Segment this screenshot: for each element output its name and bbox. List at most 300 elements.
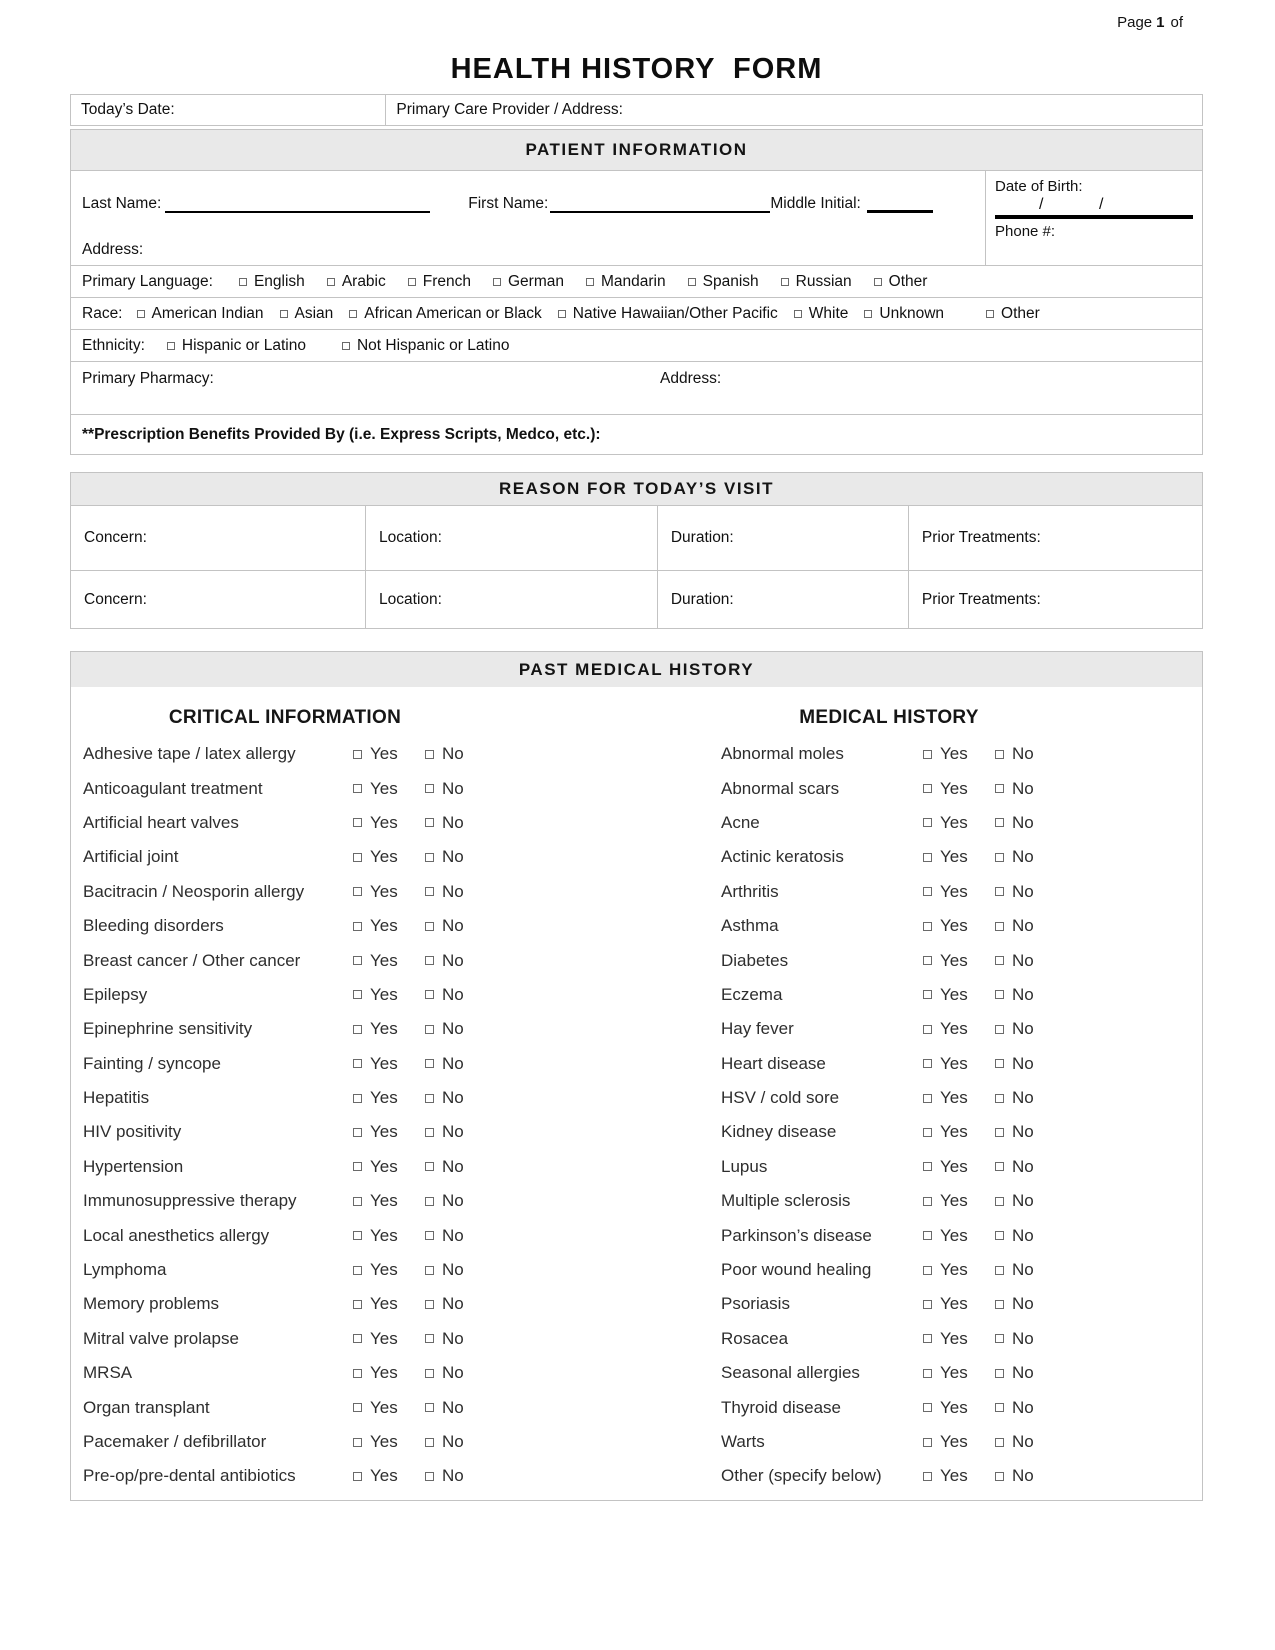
yes-checkbox-option[interactable]	[353, 1363, 425, 1383]
no-checkbox-option[interactable]	[425, 1363, 487, 1383]
no-checkbox-option[interactable]	[425, 1329, 487, 1349]
yes-label: Yes	[370, 1088, 398, 1108]
checkbox-option[interactable]	[688, 273, 759, 291]
yes-checkbox-option[interactable]	[923, 847, 995, 867]
concern-field[interactable]: Concern:	[84, 590, 147, 608]
yes-checkbox-option[interactable]	[353, 1260, 425, 1280]
date-provider-row	[70, 94, 1203, 126]
checkbox-icon[interactable]	[327, 278, 335, 286]
checkbox-icon[interactable]	[923, 1369, 932, 1378]
no-checkbox-option[interactable]	[995, 985, 1057, 1005]
no-checkbox-option[interactable]	[995, 744, 1057, 764]
yes-checkbox-option[interactable]	[353, 1329, 425, 1349]
checkbox-icon[interactable]	[425, 1300, 434, 1309]
checkbox-icon[interactable]	[353, 956, 362, 965]
checkbox-icon[interactable]	[923, 1162, 932, 1171]
checkbox-option[interactable]	[864, 305, 944, 323]
yes-checkbox-option[interactable]	[923, 1122, 995, 1142]
no-checkbox-option[interactable]	[995, 813, 1057, 833]
past-medical-history-header: PAST MEDICAL HISTORY	[71, 652, 1202, 687]
checkbox-icon[interactable]	[425, 784, 434, 793]
no-checkbox-option[interactable]	[425, 951, 487, 971]
history-item-row	[83, 1115, 487, 1149]
yes-label: Yes	[940, 847, 968, 867]
phone-field[interactable]: Phone #:	[995, 223, 1056, 240]
yes-checkbox-option[interactable]	[353, 779, 425, 799]
no-checkbox-option[interactable]	[425, 744, 487, 764]
checkbox-icon[interactable]	[425, 1059, 434, 1068]
history-item-row	[721, 1150, 1057, 1184]
yes-checkbox-option[interactable]	[353, 1191, 425, 1211]
checkbox-icon[interactable]	[995, 1197, 1004, 1206]
history-item-label: Pacemaker / defibrillator	[83, 1432, 267, 1451]
visit-row-2	[71, 570, 1202, 628]
no-label: No	[442, 1019, 464, 1039]
checkbox-icon[interactable]	[923, 922, 932, 931]
checkbox-icon[interactable]	[923, 1403, 932, 1412]
no-checkbox-option[interactable]	[995, 1122, 1057, 1142]
no-checkbox-option[interactable]	[425, 1398, 487, 1418]
yes-checkbox-option[interactable]	[923, 1294, 995, 1314]
yes-checkbox-option[interactable]	[923, 1226, 995, 1246]
checkbox-icon[interactable]	[995, 1094, 1004, 1103]
yes-label: Yes	[370, 916, 398, 936]
duration-field[interactable]: Duration:	[657, 571, 908, 628]
checkbox-option[interactable]	[493, 273, 564, 291]
checkbox-icon[interactable]	[995, 990, 1004, 999]
history-item-label: Organ transplant	[83, 1397, 210, 1417]
no-checkbox-option[interactable]	[425, 1432, 487, 1452]
no-checkbox-option[interactable]	[995, 1157, 1057, 1177]
checkbox-option[interactable]	[239, 273, 305, 291]
checkbox-icon[interactable]	[349, 310, 357, 318]
checkbox-icon[interactable]	[353, 1197, 362, 1206]
checkbox-icon[interactable]	[353, 990, 362, 999]
no-checkbox-option[interactable]	[425, 1054, 487, 1074]
checkbox-icon[interactable]	[425, 1369, 434, 1378]
checkbox-icon[interactable]	[425, 1438, 434, 1447]
no-checkbox-option[interactable]	[425, 779, 487, 799]
visit-row-1	[71, 505, 1202, 570]
checkbox-icon[interactable]	[923, 1300, 932, 1309]
checkbox-icon[interactable]	[353, 1231, 362, 1240]
yes-checkbox-option[interactable]	[353, 1088, 425, 1108]
yes-checkbox-option[interactable]	[353, 1054, 425, 1074]
no-label: No	[442, 1156, 464, 1176]
no-checkbox-option[interactable]	[425, 1157, 487, 1177]
no-checkbox-option[interactable]	[995, 1466, 1057, 1486]
checkbox-option[interactable]	[349, 305, 541, 323]
checkbox-option-label: Hispanic or Latino	[181, 336, 306, 354]
checkbox-option-label: Russian	[795, 272, 852, 290]
checkbox-icon[interactable]	[353, 1472, 362, 1481]
checkbox-icon[interactable]	[995, 922, 1004, 931]
checkbox-icon[interactable]	[239, 278, 247, 286]
no-checkbox-option[interactable]	[425, 916, 487, 936]
no-label: No	[1012, 1397, 1034, 1417]
checkbox-icon[interactable]	[353, 750, 362, 759]
no-checkbox-option[interactable]	[425, 1191, 487, 1211]
medical-history-title: MEDICAL HISTORY	[799, 707, 979, 728]
no-label: No	[442, 916, 464, 936]
yes-checkbox-option[interactable]	[353, 813, 425, 833]
no-label: No	[442, 778, 464, 798]
duration-field[interactable]: Duration:	[657, 506, 908, 570]
yes-checkbox-option[interactable]	[923, 813, 995, 833]
yes-checkbox-option[interactable]	[923, 985, 995, 1005]
yes-checkbox-option[interactable]	[353, 985, 425, 1005]
checkbox-icon[interactable]	[923, 1094, 932, 1103]
no-checkbox-option[interactable]	[995, 1432, 1057, 1452]
checkbox-icon[interactable]	[995, 1403, 1004, 1412]
prior-treatments-field[interactable]: Prior Treatments:	[908, 506, 1202, 570]
middle-initial-input[interactable]	[867, 198, 933, 213]
checkbox-icon[interactable]	[781, 278, 789, 286]
yes-checkbox-option[interactable]	[923, 1432, 995, 1452]
checkbox-icon[interactable]	[923, 1197, 932, 1206]
checkbox-option-label: American Indian	[151, 304, 264, 322]
yes-label: Yes	[370, 847, 398, 867]
checkbox-icon[interactable]	[353, 1300, 362, 1309]
checkbox-icon[interactable]	[137, 310, 145, 318]
history-item-label: Kidney disease	[721, 1122, 837, 1142]
last-name-input[interactable]	[165, 198, 430, 213]
checkbox-icon[interactable]	[425, 990, 434, 999]
checkbox-icon[interactable]	[995, 1369, 1004, 1378]
first-name-input[interactable]	[550, 198, 770, 213]
no-label: No	[1012, 916, 1034, 936]
checkbox-icon[interactable]	[353, 1059, 362, 1068]
name-line	[82, 195, 975, 213]
yes-checkbox-option[interactable]	[353, 951, 425, 971]
checkbox-icon[interactable]	[923, 853, 932, 862]
history-item-label: Poor wound healing	[721, 1260, 872, 1280]
yes-checkbox-option[interactable]	[923, 1466, 995, 1486]
history-item-row	[721, 909, 1057, 943]
no-checkbox-option[interactable]	[995, 1363, 1057, 1383]
history-item-row	[721, 1287, 1057, 1321]
no-label: No	[442, 847, 464, 867]
no-checkbox-option[interactable]	[995, 882, 1057, 902]
address-label[interactable]: Address:	[82, 241, 144, 258]
history-item-row	[721, 840, 1057, 874]
todays-date-field[interactable]: Today’s Date:	[81, 101, 175, 118]
patient-information-header: PATIENT INFORMATION	[71, 130, 1202, 170]
checkbox-option[interactable]	[794, 305, 849, 323]
yes-checkbox-option[interactable]	[923, 744, 995, 764]
checkbox-icon[interactable]	[923, 990, 932, 999]
checkbox-icon[interactable]	[995, 887, 1004, 896]
medical-history-items	[721, 737, 1057, 1494]
checkbox-icon[interactable]	[425, 1231, 434, 1240]
checkbox-icon[interactable]	[995, 1231, 1004, 1240]
checkbox-icon[interactable]	[995, 1472, 1004, 1481]
primary-pharmacy-field[interactable]: Primary Pharmacy:	[82, 370, 214, 387]
history-item-row	[721, 1253, 1057, 1287]
yes-checkbox-option[interactable]	[353, 882, 425, 902]
history-item-label: HSV / cold sore	[721, 1088, 840, 1108]
checkbox-icon[interactable]	[923, 887, 932, 896]
yes-checkbox-option[interactable]	[923, 1019, 995, 1039]
checkbox-icon[interactable]	[688, 278, 696, 286]
checkbox-icon[interactable]	[425, 853, 434, 862]
checkbox-icon[interactable]	[425, 1403, 434, 1412]
yes-checkbox-option[interactable]	[353, 1432, 425, 1452]
no-checkbox-option[interactable]	[995, 779, 1057, 799]
no-label: No	[1012, 1088, 1034, 1108]
no-label: No	[442, 950, 464, 970]
no-checkbox-option[interactable]	[995, 1054, 1057, 1074]
checkbox-icon[interactable]	[923, 1472, 932, 1481]
checkbox-icon[interactable]	[923, 1128, 932, 1137]
checkbox-icon[interactable]	[995, 1334, 1004, 1343]
page-number-value: 1	[1156, 14, 1165, 31]
no-checkbox-option[interactable]	[995, 1294, 1057, 1314]
checkbox-option[interactable]	[874, 273, 928, 291]
yes-label: Yes	[940, 812, 968, 832]
history-item-row	[83, 1081, 487, 1115]
checkbox-icon[interactable]	[995, 1300, 1004, 1309]
checkbox-icon[interactable]	[353, 887, 362, 896]
yes-checkbox-option[interactable]	[923, 882, 995, 902]
yes-checkbox-option[interactable]	[353, 1122, 425, 1142]
checkbox-icon[interactable]	[353, 1266, 362, 1275]
checkbox-icon[interactable]	[353, 1334, 362, 1343]
yes-checkbox-option[interactable]	[353, 1466, 425, 1486]
history-item-row	[83, 1390, 487, 1424]
checkbox-icon[interactable]	[995, 1266, 1004, 1275]
checkbox-icon[interactable]	[425, 750, 434, 759]
checkbox-icon[interactable]	[794, 310, 802, 318]
checkbox-icon[interactable]	[923, 750, 932, 759]
no-checkbox-option[interactable]	[995, 1019, 1057, 1039]
yes-checkbox-option[interactable]	[353, 1398, 425, 1418]
ethnicity-options	[167, 337, 546, 355]
checkbox-icon[interactable]	[353, 1094, 362, 1103]
checkbox-icon[interactable]	[995, 956, 1004, 965]
yes-checkbox-option[interactable]	[923, 1157, 995, 1177]
checkbox-icon[interactable]	[408, 278, 416, 286]
checkbox-icon[interactable]	[558, 310, 566, 318]
yes-checkbox-option[interactable]	[353, 1294, 425, 1314]
checkbox-icon[interactable]	[425, 1025, 434, 1034]
checkbox-icon[interactable]	[923, 1266, 932, 1275]
pharmacy-address-field[interactable]: Address:	[660, 370, 722, 387]
no-checkbox-option[interactable]	[995, 1191, 1057, 1211]
checkbox-icon[interactable]	[425, 1162, 434, 1171]
history-item-label: Hepatitis	[83, 1088, 150, 1108]
no-label: No	[442, 1397, 464, 1417]
checkbox-icon[interactable]	[995, 853, 1004, 862]
checkbox-icon[interactable]	[167, 342, 175, 350]
history-item-label: Immunosuppressive therapy	[83, 1191, 297, 1211]
history-item-label: Acne	[721, 812, 760, 832]
checkbox-icon[interactable]	[425, 1197, 434, 1206]
checkbox-option[interactable]	[342, 337, 510, 355]
past-medical-history-section	[70, 651, 1203, 1501]
yes-checkbox-option[interactable]	[923, 1398, 995, 1418]
checkbox-icon[interactable]	[425, 1266, 434, 1275]
history-item-label: Warts	[721, 1432, 765, 1451]
checkbox-icon[interactable]	[923, 1438, 932, 1447]
history-item-label: Parkinson’s disease	[721, 1225, 872, 1245]
checkbox-icon[interactable]	[923, 1025, 932, 1034]
no-label: No	[442, 881, 464, 901]
checkbox-icon[interactable]	[353, 853, 362, 862]
checkbox-icon[interactable]	[353, 1438, 362, 1447]
yes-checkbox-option[interactable]	[923, 1260, 995, 1280]
history-item-row	[721, 806, 1057, 840]
race-row	[71, 297, 1202, 329]
checkbox-option[interactable]	[137, 305, 264, 323]
dob-input[interactable]	[995, 195, 1193, 219]
yes-checkbox-option[interactable]	[353, 1157, 425, 1177]
checkbox-icon[interactable]	[995, 784, 1004, 793]
checkbox-icon[interactable]	[995, 750, 1004, 759]
name-dob-row	[71, 170, 1202, 265]
checkbox-icon[interactable]	[995, 1162, 1004, 1171]
prescription-benefits-row[interactable]: **Prescription Benefits Provided By (i.e. Express Scripts, Medco, etc.):	[71, 414, 1202, 454]
yes-checkbox-option[interactable]	[923, 916, 995, 936]
no-checkbox-option[interactable]	[425, 1466, 487, 1486]
yes-label: Yes	[940, 950, 968, 970]
prior-treatments-field[interactable]: Prior Treatments:	[908, 571, 1202, 628]
no-checkbox-option[interactable]	[425, 1294, 487, 1314]
checkbox-option[interactable]	[558, 305, 778, 323]
no-checkbox-option[interactable]	[425, 1019, 487, 1039]
yes-checkbox-option[interactable]	[353, 1226, 425, 1246]
dob-label: Date of Birth:	[995, 178, 1083, 195]
no-checkbox-option[interactable]	[995, 1260, 1057, 1280]
no-checkbox-option[interactable]	[425, 847, 487, 867]
yes-checkbox-option[interactable]	[923, 1329, 995, 1349]
checkbox-icon[interactable]	[425, 922, 434, 931]
concern-field[interactable]: Concern:	[84, 529, 147, 546]
yes-label: Yes	[940, 778, 968, 798]
checkbox-icon[interactable]	[353, 1162, 362, 1171]
checkbox-icon[interactable]	[353, 818, 362, 827]
checkbox-option[interactable]	[781, 273, 852, 291]
no-checkbox-option[interactable]	[425, 1088, 487, 1108]
checkbox-icon[interactable]	[923, 1059, 932, 1068]
checkbox-icon[interactable]	[342, 342, 350, 350]
checkbox-icon[interactable]	[995, 1128, 1004, 1137]
yes-checkbox-option[interactable]	[353, 916, 425, 936]
checkbox-icon[interactable]	[995, 818, 1004, 827]
yes-checkbox-option[interactable]	[923, 1191, 995, 1211]
reason-for-visit-header: REASON FOR TODAY’S VISIT	[71, 473, 1202, 505]
yes-label: Yes	[940, 1053, 968, 1073]
checkbox-option[interactable]	[986, 305, 1040, 323]
history-item-label: Abnormal moles	[721, 744, 844, 764]
checkbox-icon[interactable]	[353, 922, 362, 931]
checkbox-icon[interactable]	[923, 818, 932, 827]
checkbox-icon[interactable]	[493, 278, 501, 286]
yes-checkbox-option[interactable]	[353, 744, 425, 764]
yes-checkbox-option[interactable]	[923, 1088, 995, 1108]
history-item-row	[83, 771, 487, 805]
checkbox-icon[interactable]	[995, 1059, 1004, 1068]
no-checkbox-option[interactable]	[425, 1226, 487, 1246]
no-checkbox-option[interactable]	[995, 1088, 1057, 1108]
checkbox-icon[interactable]	[874, 278, 882, 286]
history-item-label: Mitral valve prolapse	[83, 1328, 239, 1348]
history-item-label: Artificial joint	[83, 847, 179, 867]
checkbox-option[interactable]	[586, 273, 666, 291]
checkbox-option[interactable]	[167, 337, 306, 355]
checkbox-icon[interactable]	[353, 1025, 362, 1034]
checkbox-icon[interactable]	[995, 1438, 1004, 1447]
yes-checkbox-option[interactable]	[923, 951, 995, 971]
checkbox-icon[interactable]	[923, 956, 932, 965]
yes-label: Yes	[940, 881, 968, 901]
no-checkbox-option[interactable]	[425, 985, 487, 1005]
checkbox-icon[interactable]	[586, 278, 594, 286]
checkbox-icon[interactable]	[425, 887, 434, 896]
checkbox-icon[interactable]	[986, 310, 994, 318]
history-item-label: Anticoagulant treatment	[83, 778, 263, 798]
checkbox-icon[interactable]	[995, 1025, 1004, 1034]
primary-care-provider-field[interactable]: Primary Care Provider / Address:	[385, 95, 1202, 125]
checkbox-option-label: Mandarin	[601, 272, 666, 290]
no-checkbox-option[interactable]	[995, 1226, 1057, 1246]
no-label: No	[442, 984, 464, 1004]
checkbox-option[interactable]	[408, 273, 471, 291]
checkbox-icon[interactable]	[425, 956, 434, 965]
checkbox-icon[interactable]	[280, 310, 288, 318]
yes-checkbox-option[interactable]	[923, 1054, 995, 1074]
no-checkbox-option[interactable]	[425, 813, 487, 833]
checkbox-icon[interactable]	[353, 1128, 362, 1137]
no-checkbox-option[interactable]	[995, 847, 1057, 867]
history-item-label: Pre-op/pre-dental antibiotics	[83, 1466, 296, 1486]
history-item-label: Other (specify below)	[721, 1466, 882, 1486]
checkbox-icon[interactable]	[923, 784, 932, 793]
location-field[interactable]: Location:	[365, 571, 657, 628]
checkbox-icon[interactable]	[425, 1472, 434, 1481]
yes-checkbox-option[interactable]	[353, 1019, 425, 1039]
history-item-row	[721, 1047, 1057, 1081]
location-field[interactable]: Location:	[365, 506, 657, 570]
checkbox-option[interactable]	[327, 273, 386, 291]
no-checkbox-option[interactable]	[995, 1398, 1057, 1418]
checkbox-icon[interactable]	[923, 1231, 932, 1240]
yes-checkbox-option[interactable]	[923, 1363, 995, 1383]
checkbox-icon[interactable]	[923, 1334, 932, 1343]
checkbox-icon[interactable]	[353, 784, 362, 793]
checkbox-icon[interactable]	[425, 818, 434, 827]
no-checkbox-option[interactable]	[995, 916, 1057, 936]
history-item-row	[83, 943, 487, 977]
history-item-label: Local anesthetics allergy	[83, 1225, 270, 1245]
checkbox-icon[interactable]	[425, 1334, 434, 1343]
primary-language-options	[239, 273, 949, 291]
no-checkbox-option[interactable]	[425, 882, 487, 902]
yes-checkbox-option[interactable]	[923, 779, 995, 799]
checkbox-icon[interactable]	[425, 1128, 434, 1137]
yes-checkbox-option[interactable]	[353, 847, 425, 867]
history-item-label: Memory problems	[83, 1294, 220, 1314]
checkbox-option[interactable]	[280, 305, 334, 323]
checkbox-icon[interactable]	[864, 310, 872, 318]
no-checkbox-option[interactable]	[425, 1122, 487, 1142]
no-checkbox-option[interactable]	[995, 951, 1057, 971]
no-checkbox-option[interactable]	[425, 1260, 487, 1280]
checkbox-icon[interactable]	[353, 1403, 362, 1412]
checkbox-icon[interactable]	[353, 1369, 362, 1378]
no-checkbox-option[interactable]	[995, 1329, 1057, 1349]
checkbox-icon[interactable]	[425, 1094, 434, 1103]
